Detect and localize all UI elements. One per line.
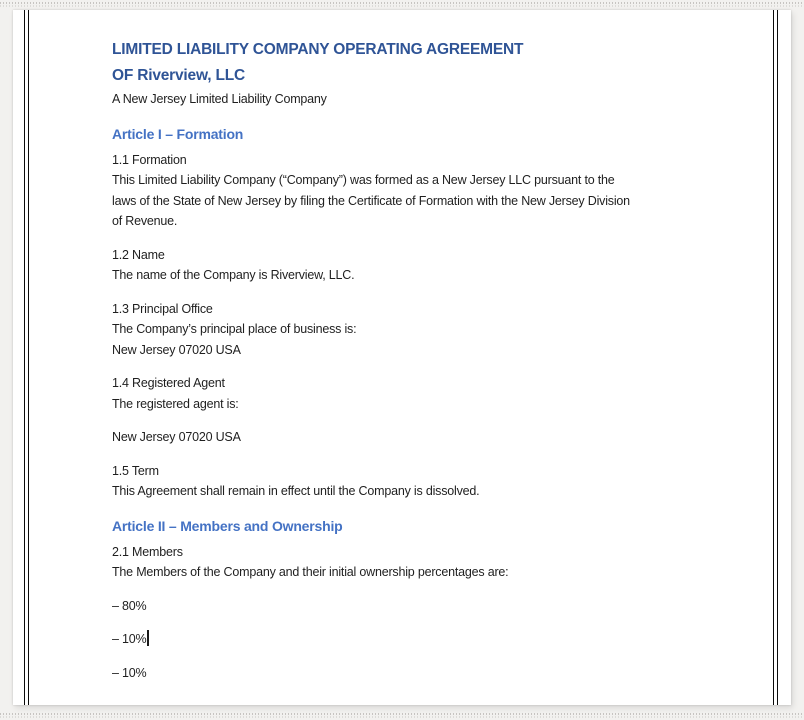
- text-line[interactable]: The name of the Company is Riverview, LLC.: [112, 268, 355, 282]
- document-body[interactable]: [112, 124, 718, 684]
- article-heading[interactable]: Article I – Formation: [112, 125, 244, 142]
- paragraph[interactable]: [112, 150, 718, 232]
- paragraph[interactable]: [112, 542, 718, 583]
- article-heading[interactable]: Article II – Members and Ownership: [112, 517, 343, 534]
- text-line[interactable]: 1.3 Principal Office: [112, 301, 213, 316]
- paragraph[interactable]: [112, 663, 718, 684]
- document-content[interactable]: [112, 37, 718, 696]
- document-title-line2[interactable]: OF Riverview, LLC: [112, 67, 245, 84]
- text-cursor: [147, 630, 149, 646]
- page-border-left-double-line: [24, 10, 29, 705]
- text-line[interactable]: – 10%: [112, 632, 147, 646]
- text-line[interactable]: of Revenue.: [112, 214, 178, 228]
- text-line[interactable]: 1.1 Formation: [112, 152, 187, 167]
- background-dot-texture-bottom-2: [0, 716, 804, 718]
- text-line[interactable]: The Members of the Company and their initial ownership percentages are:: [112, 565, 509, 579]
- text-line[interactable]: – 80%: [112, 598, 147, 613]
- document-subtitle[interactable]: A New Jersey Limited Liability Company: [112, 92, 327, 106]
- paragraph[interactable]: [112, 629, 718, 650]
- text-line[interactable]: 2.1 Members: [112, 544, 183, 559]
- paragraph[interactable]: [112, 373, 718, 414]
- background-dot-texture-top: [0, 2, 804, 4]
- text-line[interactable]: This Agreement shall remain in effect until the Company is dissolved.: [112, 484, 480, 498]
- document-title-line1[interactable]: LIMITED LIABILITY COMPANY OPERATING AGREEMENT: [112, 41, 524, 58]
- background-dot-texture-bottom: [0, 713, 804, 715]
- text-line[interactable]: 1.4 Registered Agent: [112, 376, 225, 390]
- text-line[interactable]: The registered agent is:: [112, 396, 239, 411]
- paragraph[interactable]: [112, 299, 718, 361]
- text-line[interactable]: This Limited Liability Company (“Company”) was formed as a New Jersey LLC pursuant to the: [112, 173, 615, 187]
- text-line[interactable]: The Company’s principal place of business is:: [112, 322, 357, 336]
- paragraph[interactable]: [112, 427, 718, 448]
- text-line[interactable]: – 10%: [112, 665, 147, 680]
- document-page[interactable]: [13, 10, 791, 705]
- text-line[interactable]: 1.2 Name: [112, 247, 165, 262]
- page-border-right-double-line: [773, 10, 778, 705]
- text-line[interactable]: 1.5 Term: [112, 463, 159, 478]
- text-line[interactable]: New Jersey 07020 USA: [112, 342, 241, 357]
- background-dot-texture-top-2: [0, 5, 804, 7]
- paragraph[interactable]: [112, 461, 718, 502]
- text-line[interactable]: New Jersey 07020 USA: [112, 430, 241, 444]
- text-line[interactable]: laws of the State of New Jersey by filing the Certificate of Formation with the New Jersey Division: [112, 193, 630, 208]
- paragraph[interactable]: [112, 245, 718, 286]
- paragraph[interactable]: [112, 596, 718, 617]
